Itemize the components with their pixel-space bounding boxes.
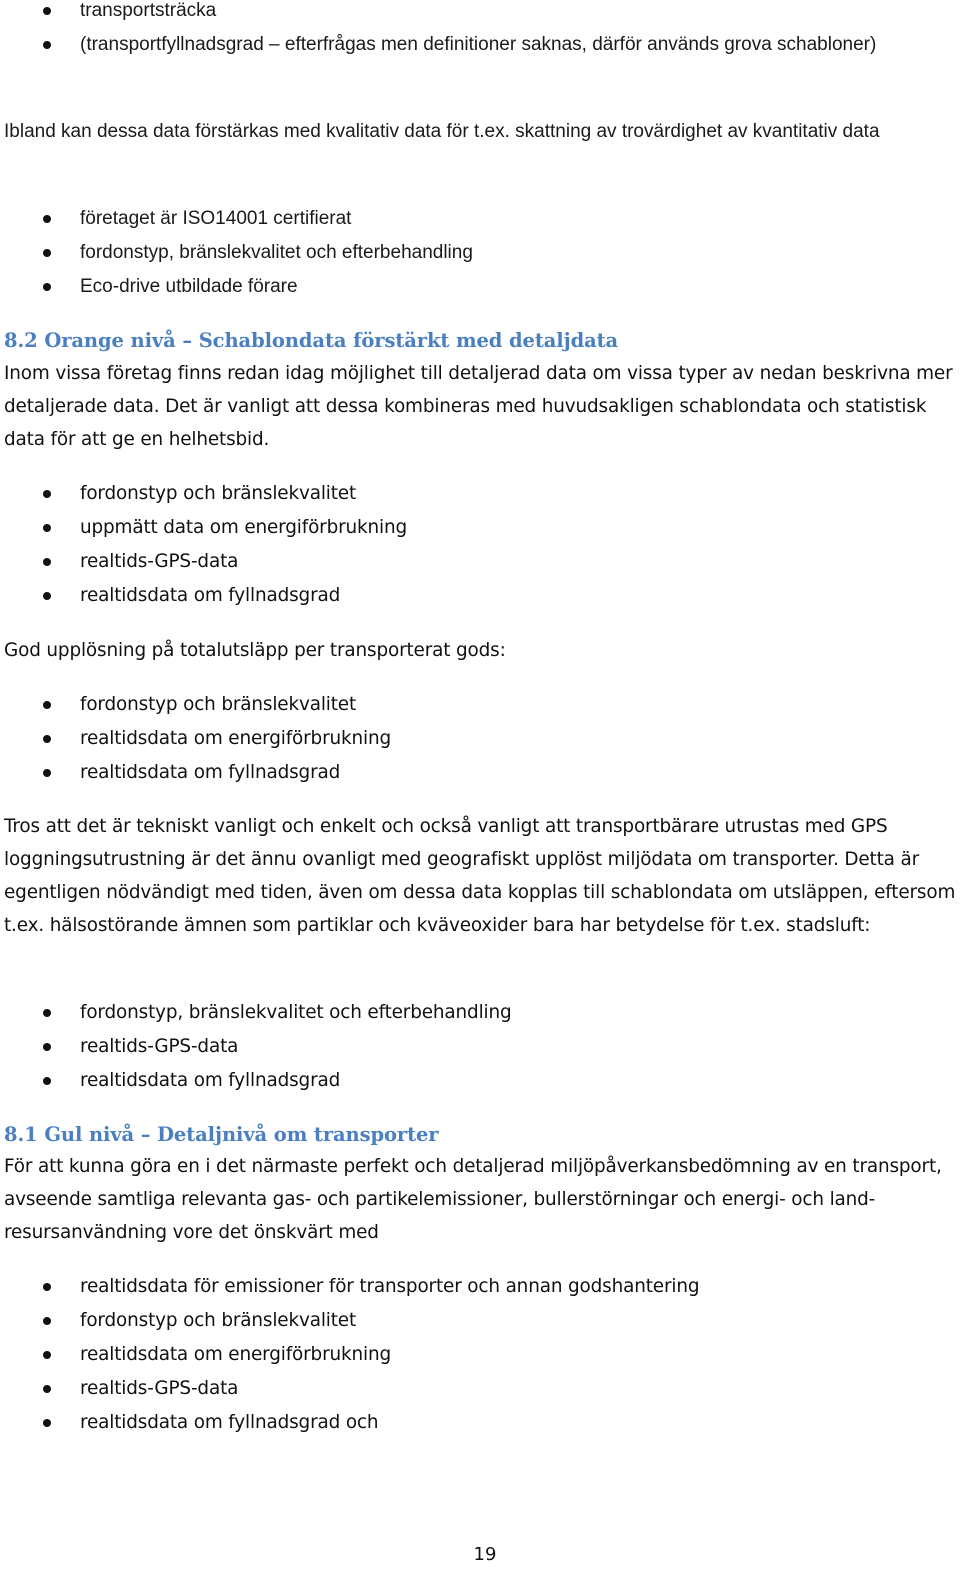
stadsluft-list [0,996,960,1098]
list-item: uppmätt data om energiförbrukning [0,511,960,545]
list-item: realtidsdata om fyllnadsgrad och [0,1406,960,1440]
bullet-icon [43,769,51,777]
list-item: realtidsdata om fyllnadsgrad [0,756,960,790]
list-item: realtidsdata för emissioner för transporter och annan godshantering [0,1270,960,1304]
paragraph-tros: Tros att det är tekniskt vanligt och enkelt och också vanligt att transportbärare utrustas med GPS loggningsutrustning är det ännu ovanligt med geografiskt upplöst miljödata om transporter. Detta är egentligen nödvändigt med tiden, även om dessa data kopplas till schablondata om utsläppen, eftersom t.ex. hälsostörande ämnen som partiklar och kväveoxider bara har betydelse för t.ex. stadsluft: [4,816,956,936]
list-item: fordonstyp och bränslekvalitet [0,688,960,722]
section-heading-gul: 8.1 Gul nivå – Detaljnivå om transporter [4,1123,439,1146]
orange-list [0,477,960,613]
list-item: företaget är ISO14001 certifierat [0,202,960,236]
bullet-icon [43,1351,51,1359]
list-item: realtids-GPS-data [0,1372,960,1406]
list-item: realtids-GPS-data [0,545,960,579]
bullet-icon [43,41,51,49]
intro-list [0,0,960,61]
bullet-icon [43,1419,51,1427]
bullet-icon [43,701,51,709]
bullet-icon [43,735,51,743]
bullet-icon [43,1317,51,1325]
paragraph-for: För att kunna göra en i det närmaste perfekt och detaljerad miljöpåverkansbedömning av en transport, avseende samtliga relevanta gas- och partikelemissioner, bullerstörningar och energi- och land-resursanvändning vore det önskvärt med [4,1156,942,1243]
list-item: realtids-GPS-data [0,1030,960,1064]
bullet-icon [43,7,51,15]
section-heading-orange: 8.2 Orange nivå – Schablondata förstärkt med detaljdata [4,329,619,352]
list-item: fordonstyp och bränslekvalitet [0,477,960,511]
bullet-icon [43,1009,51,1017]
bullet-icon [43,1385,51,1393]
list-item: fordonstyp, bränslekvalitet och efterbehandling [0,236,960,270]
paragraph-inom: Inom vissa företag finns redan idag möjlighet till detaljerad data om vissa typer av nedan beskrivna mer detaljerade data. Det är vanligt att dessa kombineras med huvudsakligen schablondata och statistisk data för att ge en helhetsbid. [4,363,953,450]
bullet-icon [43,524,51,532]
bullet-icon [43,215,51,223]
bullet-icon [43,1077,51,1085]
god-list [0,688,960,790]
list-item: realtidsdata om fyllnadsgrad [0,579,960,613]
list-item: fordonstyp och bränslekvalitet [0,1304,960,1338]
list-item: realtidsdata om fyllnadsgrad [0,1064,960,1098]
list-item: transportsträcka [0,0,960,28]
paragraph-god: God upplösning på totalutsläpp per transporterat gods: [4,640,506,661]
bullet-icon [43,1043,51,1051]
list-item: realtidsdata om energiförbrukning [0,1338,960,1372]
list-item: fordonstyp, bränslekvalitet och efterbehandling [0,996,960,1030]
bullet-icon [43,490,51,498]
list-item: realtidsdata om energiförbrukning [0,722,960,756]
bullet-icon [43,558,51,566]
bullet-icon [43,283,51,291]
bullet-icon [43,592,51,600]
list-item: Eco-drive utbildade förare [0,270,960,304]
bullet-icon [43,249,51,257]
gul-list [0,1270,960,1440]
page-number: 19 [473,1544,497,1565]
bullet-icon [43,1283,51,1291]
list-item: (transportfyllnadsgrad – efterfrågas men definitioner saknas, därför används grova schabloner) [0,28,880,61]
kvalitativ-list [0,202,960,304]
paragraph-ibland: Ibland kan dessa data förstärkas med kvalitativ data för t.ex. skattning av trovärdighet av kvantitativ data [4,121,880,142]
